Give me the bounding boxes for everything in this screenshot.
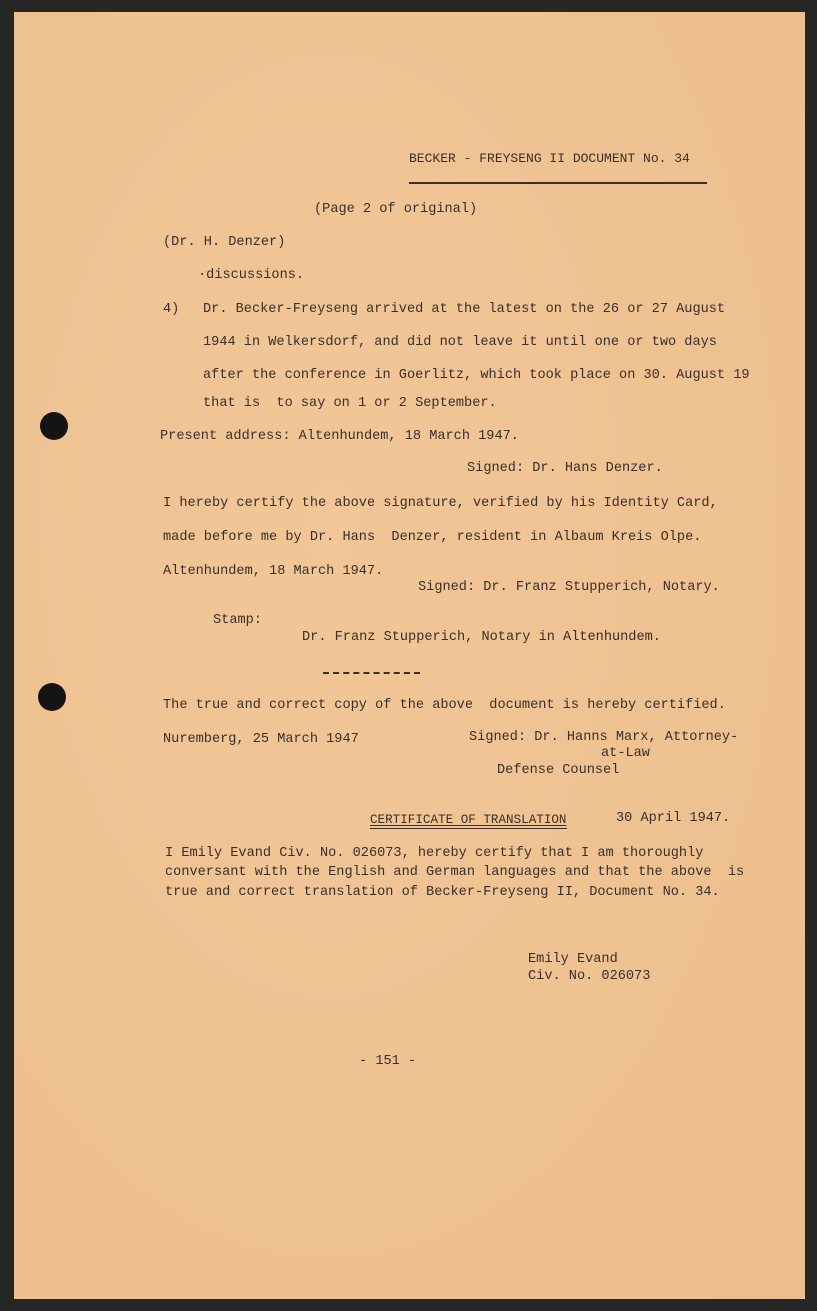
translator-civ-number: Civ. No. 026073 — [528, 969, 651, 984]
header-rule — [409, 182, 707, 184]
page-note: (Page 2 of original) — [314, 202, 478, 217]
punch-hole — [38, 683, 66, 711]
item-line: 1944 in Welkersdorf, and did not leave it until one or two days — [203, 335, 717, 350]
stamp-label: Stamp: — [213, 613, 262, 628]
signed-notary: Signed: Dr. Franz Stupperich, Notary. — [418, 580, 720, 595]
punch-hole — [40, 412, 68, 440]
page-number: - 151 - — [359, 1054, 417, 1069]
author: (Dr. H. Denzer) — [163, 235, 286, 250]
translation-title: CERTIFICATE OF TRANSLATION — [370, 813, 567, 827]
translation-date: 30 April 1947. — [616, 811, 731, 826]
document-id-header: BECKER - FREYSENG II DOCUMENT No. 34 — [409, 151, 690, 166]
signed-marx: Signed: Dr. Hanns Marx, Attorney- — [469, 730, 739, 745]
item-line: Dr. Becker-Freyseng arrived at the latest on the 26 or 27 August — [203, 302, 726, 317]
notary-place-date: Altenhundem, 18 March 1947. — [163, 564, 384, 579]
translator-name: Emily Evand — [528, 952, 618, 967]
copy-certification: The true and correct copy of the above document is hereby certified. — [163, 698, 726, 713]
certify-line: I hereby certify the above signature, verified by his Identity Card, — [163, 496, 718, 511]
marx-role: Defense Counsel — [497, 763, 620, 778]
present-address: Present address: Altenhundem, 18 March 1947. — [160, 429, 519, 444]
continuation-text: ·discussions. — [198, 268, 305, 283]
separator — [323, 672, 420, 674]
signed-denzer: Signed: Dr. Hans Denzer. — [467, 461, 663, 476]
item-line: after the conference in Goerlitz, which took place on 30. August 19 — [203, 368, 750, 383]
copy-place-date: Nuremberg, 25 March 1947 — [163, 732, 359, 747]
item-number: 4) — [163, 302, 180, 317]
stamp-text: Dr. Franz Stupperich, Notary in Altenhundem. — [302, 630, 661, 645]
translation-line: I Emily Evand Civ. No. 026073, hereby certify that I am thoroughly — [165, 846, 704, 861]
certify-line: made before me by Dr. Hans Denzer, resident in Albaum Kreis Olpe. — [163, 530, 702, 545]
translation-line: true and correct translation of Becker-Freyseng II, Document No. 34. — [165, 885, 720, 900]
translation-line: conversant with the English and German languages and that the above is — [165, 865, 745, 880]
marx-title-cont: at-Law — [601, 746, 650, 761]
item-line: that is to say on 1 or 2 September. — [203, 396, 497, 411]
